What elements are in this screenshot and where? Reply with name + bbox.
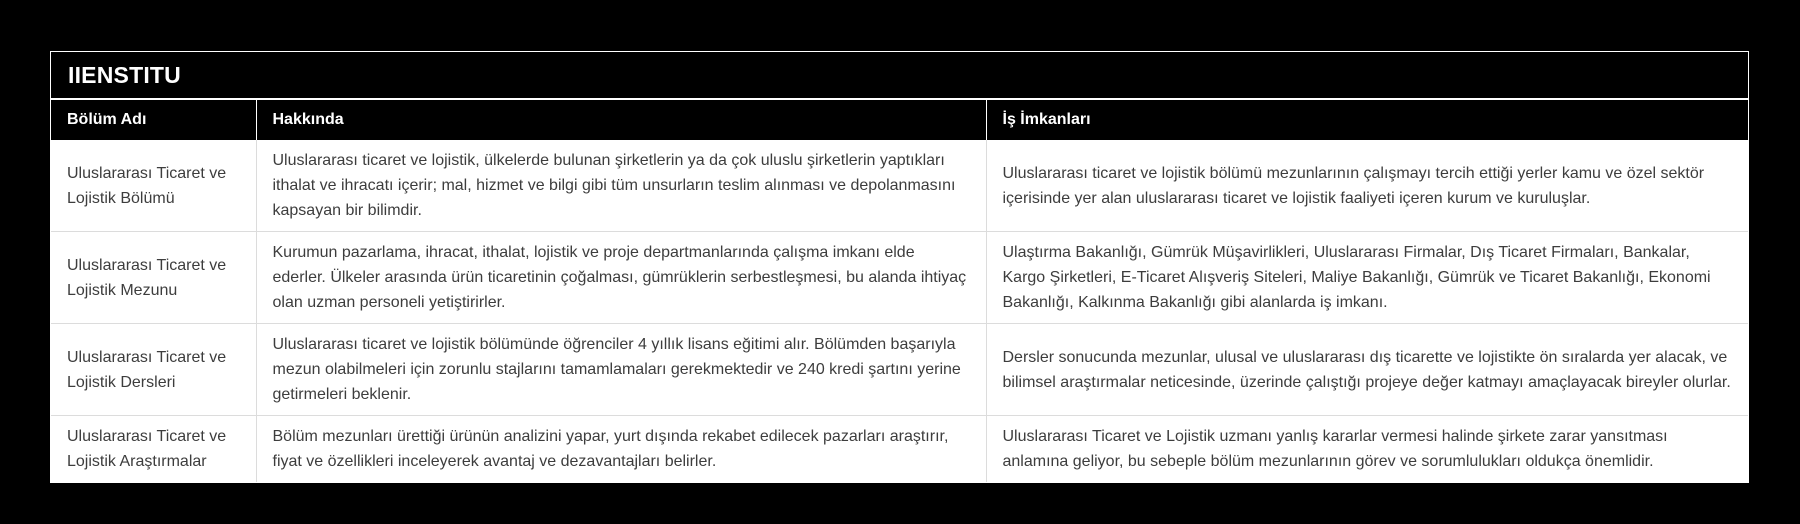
cell-hakkinda: Bölüm mezunları ürettiği ürünün analizini yapar, yurt dışında rekabet edilecek pazarları araştırır, fiyat ve özellikleri inceleyerek avantaj ve dezavantajları belirler.	[256, 416, 986, 483]
cell-is-imkanlari: Uluslararası ticaret ve lojistik bölümü mezunlarının çalışmayı tercih ettiği yerler kamu ve özel sektör içerisinde yer alan uluslararası ticaret ve lojistik faaliyeti içeren kurum ve kuruluşlar.	[986, 140, 1748, 232]
cell-is-imkanlari: Dersler sonucunda mezunlar, ulusal ve uluslararası dış ticarette ve lojistikte ön sıralarda yer alacak, ve bilimsel araştırmalar neticesinde, üzerinde çalıştığı projeye değer katmayı amaçlayacak bireyler olurlar.	[986, 324, 1748, 416]
header-cell-is-imkanlari: İş İmkanları	[986, 100, 1748, 140]
cell-is-imkanlari: Uluslararası Ticaret ve Lojistik uzmanı yanlış kararlar vermesi halinde şirkete zarar yansıtması anlamına geliyor, bu sebeple bölüm mezunlarının görev ve sorumlulukları oldukça önemlidir.	[986, 416, 1748, 483]
table-header-row	[51, 100, 1748, 140]
header-cell-bolum-adi: Bölüm Adı	[51, 100, 256, 140]
cell-is-imkanlari: Ulaştırma Bakanlığı, Gümrük Müşavirlikleri, Uluslararası Firmalar, Dış Ticaret Firmaları, Bankalar, Kargo Şirketleri, E-Ticaret Alışveriş Siteleri, Maliye Bakanlığı, Gümrük ve Ticaret Bakanlığı, Ekonomi Bakanlığı, Kalkınma Bakanlığı gibi alanlarda iş imkanı.	[986, 232, 1748, 324]
table-row	[51, 416, 1748, 483]
cell-hakkinda: Uluslararası ticaret ve lojistik bölümünde öğrenciler 4 yıllık lisans eğitimi alır. Bölümden başarıyla mezun olabilmeleri için zorunlu stajlarını tamamlamaları gerekmektedir ve 240 kredi şartını yerine getirmeleri beklenir.	[256, 324, 986, 416]
cell-bolum-adi: Uluslararası Ticaret ve Lojistik Bölümü	[51, 140, 256, 232]
table-card	[50, 51, 1749, 483]
cell-hakkinda: Kurumun pazarlama, ihracat, ithalat, lojistik ve proje departmanlarında çalışma imkanı elde ederler. Ülkeler arasında ürün ticaretinin çoğalması, gümrüklerin serbestleşmesi, bu alanda ihtiyaç olan uzman personeli yetiştirirler.	[256, 232, 986, 324]
department-table	[51, 100, 1748, 482]
cell-bolum-adi: Uluslararası Ticaret ve Lojistik Araştırmalar	[51, 416, 256, 483]
page-title: IIENSTITU	[51, 52, 1748, 100]
cell-hakkinda: Uluslararası ticaret ve lojistik, ülkelerde bulunan şirketlerin ya da çok uluslu şirketlerin yaptıkları ithalat ve ihracatı içerir; mal, hizmet ve bilgi gibi tüm unsurların teslim alınması ve depolanmasını kapsayan bir bilimdir.	[256, 140, 986, 232]
table-row	[51, 232, 1748, 324]
cell-bolum-adi: Uluslararası Ticaret ve Lojistik Mezunu	[51, 232, 256, 324]
table-row	[51, 324, 1748, 416]
table-row	[51, 140, 1748, 232]
header-cell-hakkinda: Hakkında	[256, 100, 986, 140]
cell-bolum-adi: Uluslararası Ticaret ve Lojistik Dersleri	[51, 324, 256, 416]
